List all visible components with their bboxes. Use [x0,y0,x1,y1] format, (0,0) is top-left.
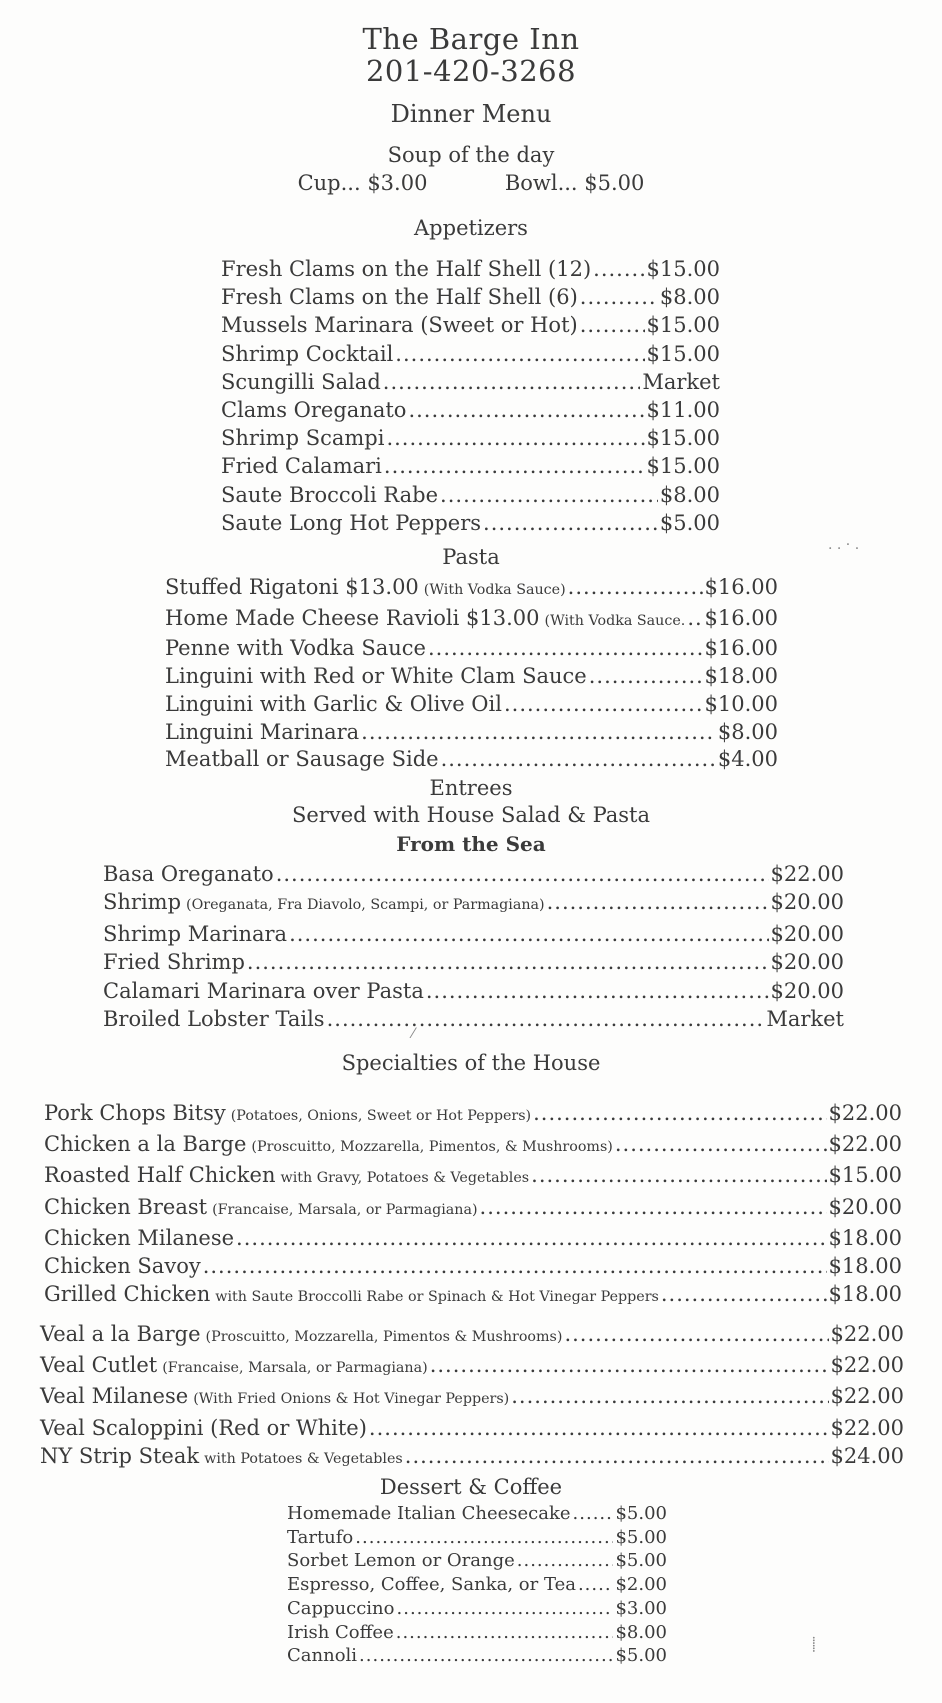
menu-item-description: (Proscuitto, Mozzarella, Pimentos & Mushrooms) [205,1329,563,1345]
dot-leader [203,1252,827,1280]
menu-item-name: Broiled Lobster Tails [103,1007,325,1032]
menu-item-name: Stuffed Rigatoni $13.00 [165,575,419,599]
menu-item-row [103,948,844,976]
menu-item-name: Shrimp Scampi [221,426,385,451]
menu-item-name: Saute Long Hot Peppers [221,510,482,535]
menu-item-price: $16.00 [704,575,778,599]
menu-item-name: Clams Oreganato [221,398,407,423]
menu-item-row [165,635,778,663]
menu-item-row [221,311,720,339]
menu-item-row [221,255,720,283]
phone-number: 201-420-3268 [365,54,577,88]
menu-item-description: (With Vodka Sauce) [423,582,566,598]
dot-leader [247,948,769,976]
dot-leader [441,746,716,774]
menu-item-row [103,860,844,888]
menu-item-name: Shrimp [103,890,182,915]
pasta-list [165,574,778,774]
menu-item-row [287,1644,667,1668]
dot-leader [578,1573,614,1597]
menu-item-row [40,1382,904,1413]
dot-leader [386,424,644,452]
dot-leader [396,1621,614,1645]
menu-item-name: Shrimp Marinara [103,921,288,946]
menu-item-row [44,1193,902,1224]
menu-item-name: Pork Chops Bitsy [44,1101,226,1125]
menu-item-price: $22.00 [830,1353,904,1378]
menu-item-description: (Francaise, Marsala, or Parmagiana) [212,1201,478,1218]
menu-item-price: $2.00 [615,1574,667,1596]
entrees-title: Entrees [429,776,513,800]
menu-item-name: Veal Cutlet [40,1353,158,1378]
menu-item-name: Veal Milanese [40,1384,189,1409]
dot-leader [383,368,641,396]
dot-leader [361,719,716,747]
menu-item-row [44,1280,902,1311]
menu-item-price: $16.00 [704,636,778,661]
menu-item-name: Chicken a la Barge [44,1132,247,1157]
menu-item-name: Veal Scaloppini (Red or White) [40,1415,367,1440]
menu-item-name: Fresh Clams on the Half Shell (12) [221,257,592,281]
menu-item-price: $22.00 [828,1101,902,1125]
menu-item-price: $5.00 [615,1550,667,1572]
menu-item-row [221,368,720,396]
menu-item-price: Market [766,1007,844,1032]
menu-item-price: $20.00 [770,890,844,915]
menu-item-price: $8.00 [717,719,778,744]
dot-leader [384,452,645,480]
menu-item-price: $20.00 [828,1194,902,1219]
menu-item-price: $22.00 [830,1415,904,1440]
menu-item-name: Irish Coffee [287,1621,394,1643]
menu-item-row [287,1621,667,1645]
menu-item-name: Meatball or Sausage Side [165,747,439,772]
dot-leader [426,977,769,1005]
specialties-veal-list [40,1320,904,1473]
dot-leader [533,1099,826,1127]
menu-item-name: Chicken Savoy [44,1254,201,1279]
soup-bowl-price: Bowl... $5.00 [504,171,645,195]
menu-item-row [44,1099,902,1130]
menu-item-name: Penne with Vodka Sauce [165,636,426,661]
dot-leader [480,1193,827,1221]
menu-item-name: Basa Oreganato [103,862,274,886]
menu-item-row [103,1005,844,1033]
menu-item-name: Calamari Marinara over Pasta [103,978,424,1003]
menu-item-name: Home Made Cheese Ravioli $13.00 [165,605,540,630]
menu-item-price: $20.00 [770,950,844,975]
dot-leader [408,396,644,424]
scan-speck: . . · . [828,537,860,553]
menu-item-name: Scungilli Salad [221,369,381,394]
menu-item-name: Shrimp Cocktail [221,341,394,366]
menu-item-name: Espresso, Coffee, Sanka, or Tea [287,1574,576,1596]
scan-mark: ⁄ [412,1026,415,1042]
menu-item-price: $8.00 [615,1621,667,1643]
dot-leader [359,1644,613,1668]
dot-leader [289,920,768,948]
menu-item-row [103,977,844,1005]
dot-leader [517,1549,614,1573]
menu-item-row [287,1526,667,1550]
dot-leader [430,1351,829,1379]
menu-item-row [287,1502,667,1526]
menu-item-row [40,1320,904,1351]
dot-leader [593,255,644,283]
menu-item-price: $4.00 [717,747,778,772]
menu-item-name: Sorbet Lemon or Orange [287,1550,515,1572]
menu-item-name: Roasted Half Chicken [44,1163,276,1188]
dot-leader [580,311,645,339]
dot-leader [276,860,769,888]
menu-item-row [44,1161,902,1192]
dot-leader [573,1502,614,1526]
pasta-title: Pasta [442,545,500,569]
dot-leader [687,605,702,633]
menu-item-name: Veal a la Barge [40,1322,201,1346]
scan-speck: ⸽ [812,1637,816,1653]
menu-item-name: Cappuccino [287,1597,395,1619]
dot-leader [661,1280,827,1308]
menu-item-row [287,1573,667,1597]
restaurant-name: The Barge Inn [362,22,580,56]
menu-item-name: Saute Broccoli Rabe [221,482,439,507]
dot-leader [395,340,644,368]
menu-item-row [165,663,778,691]
menu-item-row [103,920,844,948]
menu-item-name: Mussels Marinara (Sweet or Hot) [221,313,578,338]
menu-item-price: $20.00 [770,978,844,1003]
menu-item-row [165,605,778,636]
dot-leader [568,574,703,602]
menu-item-name: Grilled Chicken [44,1282,211,1307]
menu-item-name: Cannoli [287,1645,358,1667]
menu-item-price: $5.00 [659,510,720,535]
dot-leader [369,1414,829,1442]
menu-item-price: $5.00 [615,1503,667,1524]
menu-item-name: Homemade Italian Cheesecake [287,1503,571,1524]
menu-item-row [165,746,778,774]
menu-item-row [40,1351,904,1382]
soup-cup-price: Cup... $3.00 [297,171,428,195]
soup-prices [0,171,942,195]
menu-item-price: $15.00 [828,1163,902,1188]
menu-item-description: (Francaise, Marsala, or Parmagiana) [162,1360,428,1377]
menu-item-price: $11.00 [646,398,720,423]
menu-item-name: Linguini with Red or White Clam Sauce [165,664,587,689]
dot-leader [428,635,703,663]
dot-leader [236,1224,826,1252]
menu-item-row [44,1130,902,1161]
menu-item-row [221,452,720,480]
menu-item-price: $5.00 [615,1645,667,1667]
menu-item-price: $16.00 [704,605,778,630]
menu-item-name: Fried Shrimp [103,950,245,975]
menu-item-row [165,691,778,719]
specialties-title: Specialties of the House [341,1051,601,1075]
menu-item-row [221,396,720,424]
specialties-chicken-list [44,1099,902,1311]
menu-item-price: $8.00 [659,285,720,310]
menu-item-name: Chicken Breast [44,1194,208,1219]
menu-item-row [221,481,720,509]
dot-leader [589,663,703,691]
appetizers-list [221,255,720,537]
menu-item-price: $3.00 [615,1597,667,1619]
menu-item-price: $18.00 [828,1282,902,1307]
menu-item-price: $24.00 [830,1443,904,1468]
menu-item-name: Chicken Milanese [44,1225,235,1250]
dessert-title: Dessert & Coffee [379,1475,563,1499]
menu-item-row [221,340,720,368]
menu-item-row [221,283,720,311]
menu-item-row [103,888,844,919]
menu-item-price: $22.00 [770,862,844,886]
dessert-list [287,1502,667,1668]
menu-item-price: $8.00 [659,482,720,507]
menu-item-price: $22.00 [830,1384,904,1409]
menu-item-name: Tartufo [287,1526,354,1548]
menu-item-description: (Potatoes, Onions, Sweet or Hot Peppers) [230,1108,532,1124]
menu-item-row [287,1597,667,1621]
menu-item-price: $15.00 [646,341,720,366]
menu-item-name: NY Strip Steak [40,1443,200,1468]
menu-item-price: $5.00 [615,1526,667,1548]
menu-item-description: (Proscuitto, Mozzarella, Pimentos, & Mushrooms) [251,1139,613,1156]
menu-item-name: Linguini with Garlic & Olive Oil [165,691,502,716]
dot-leader [327,1005,765,1033]
dot-leader [504,691,703,719]
menu-item-description: with Potatoes & Vegetables [204,1450,403,1467]
menu-item-name: Fresh Clams on the Half Shell (6) [221,285,578,310]
menu-item-price: $15.00 [646,257,720,281]
sea-items-list [103,860,844,1033]
menu-item-price: $18.00 [828,1225,902,1250]
menu-item-price: Market [642,369,720,394]
dot-leader [615,1130,827,1158]
menu-item-price: $22.00 [830,1322,904,1346]
menu-item-price: $22.00 [828,1132,902,1157]
menu-item-price: $18.00 [704,664,778,689]
menu-item-price: $18.00 [828,1254,902,1279]
dot-leader [531,1161,826,1189]
dot-leader [564,1320,828,1348]
dot-leader [580,283,658,311]
dot-leader [397,1597,614,1621]
menu-item-row [221,509,720,537]
menu-item-price: $20.00 [770,921,844,946]
menu-item-description: with Saute Broccolli Rabe or Spinach & Hot Vinegar Peppers [215,1289,659,1306]
menu-item-row [44,1252,902,1280]
menu-item-price: $15.00 [646,454,720,479]
menu-item-description: (With Vodka Sauce. [544,612,686,629]
dot-leader [483,509,658,537]
dot-leader [355,1526,613,1550]
menu-item-row [165,719,778,747]
menu-item-price: $15.00 [646,313,720,338]
menu-item-row [287,1549,667,1573]
menu-item-description: (Oreganata, Fra Diavolo, Scampi, or Parmagiana) [186,897,545,914]
menu-title: Dinner Menu [390,100,552,128]
dot-leader [440,481,658,509]
menu-item-description: (With Fried Onions & Hot Vinegar Peppers) [193,1391,510,1408]
appetizers-title: Appetizers [414,216,528,240]
soup-title: Soup of the day [387,143,555,167]
menu-item-price: $15.00 [646,426,720,451]
dot-leader [405,1442,829,1470]
menu-item-row [44,1224,902,1252]
from-the-sea-title: From the Sea [396,832,546,856]
menu-item-name: Fried Calamari [221,454,382,479]
menu-item-description: with Gravy, Potatoes & Vegetables [280,1170,530,1187]
menu-item-row [165,574,778,605]
menu-item-price: $10.00 [704,691,778,716]
menu-item-name: Linguini Marinara [165,719,360,744]
menu-item-row [221,424,720,452]
dot-leader [511,1382,828,1410]
menu-item-row [40,1442,904,1473]
menu-item-row [40,1414,904,1442]
dot-leader [547,888,769,916]
entrees-subtitle: Served with House Salad & Pasta [291,803,651,827]
